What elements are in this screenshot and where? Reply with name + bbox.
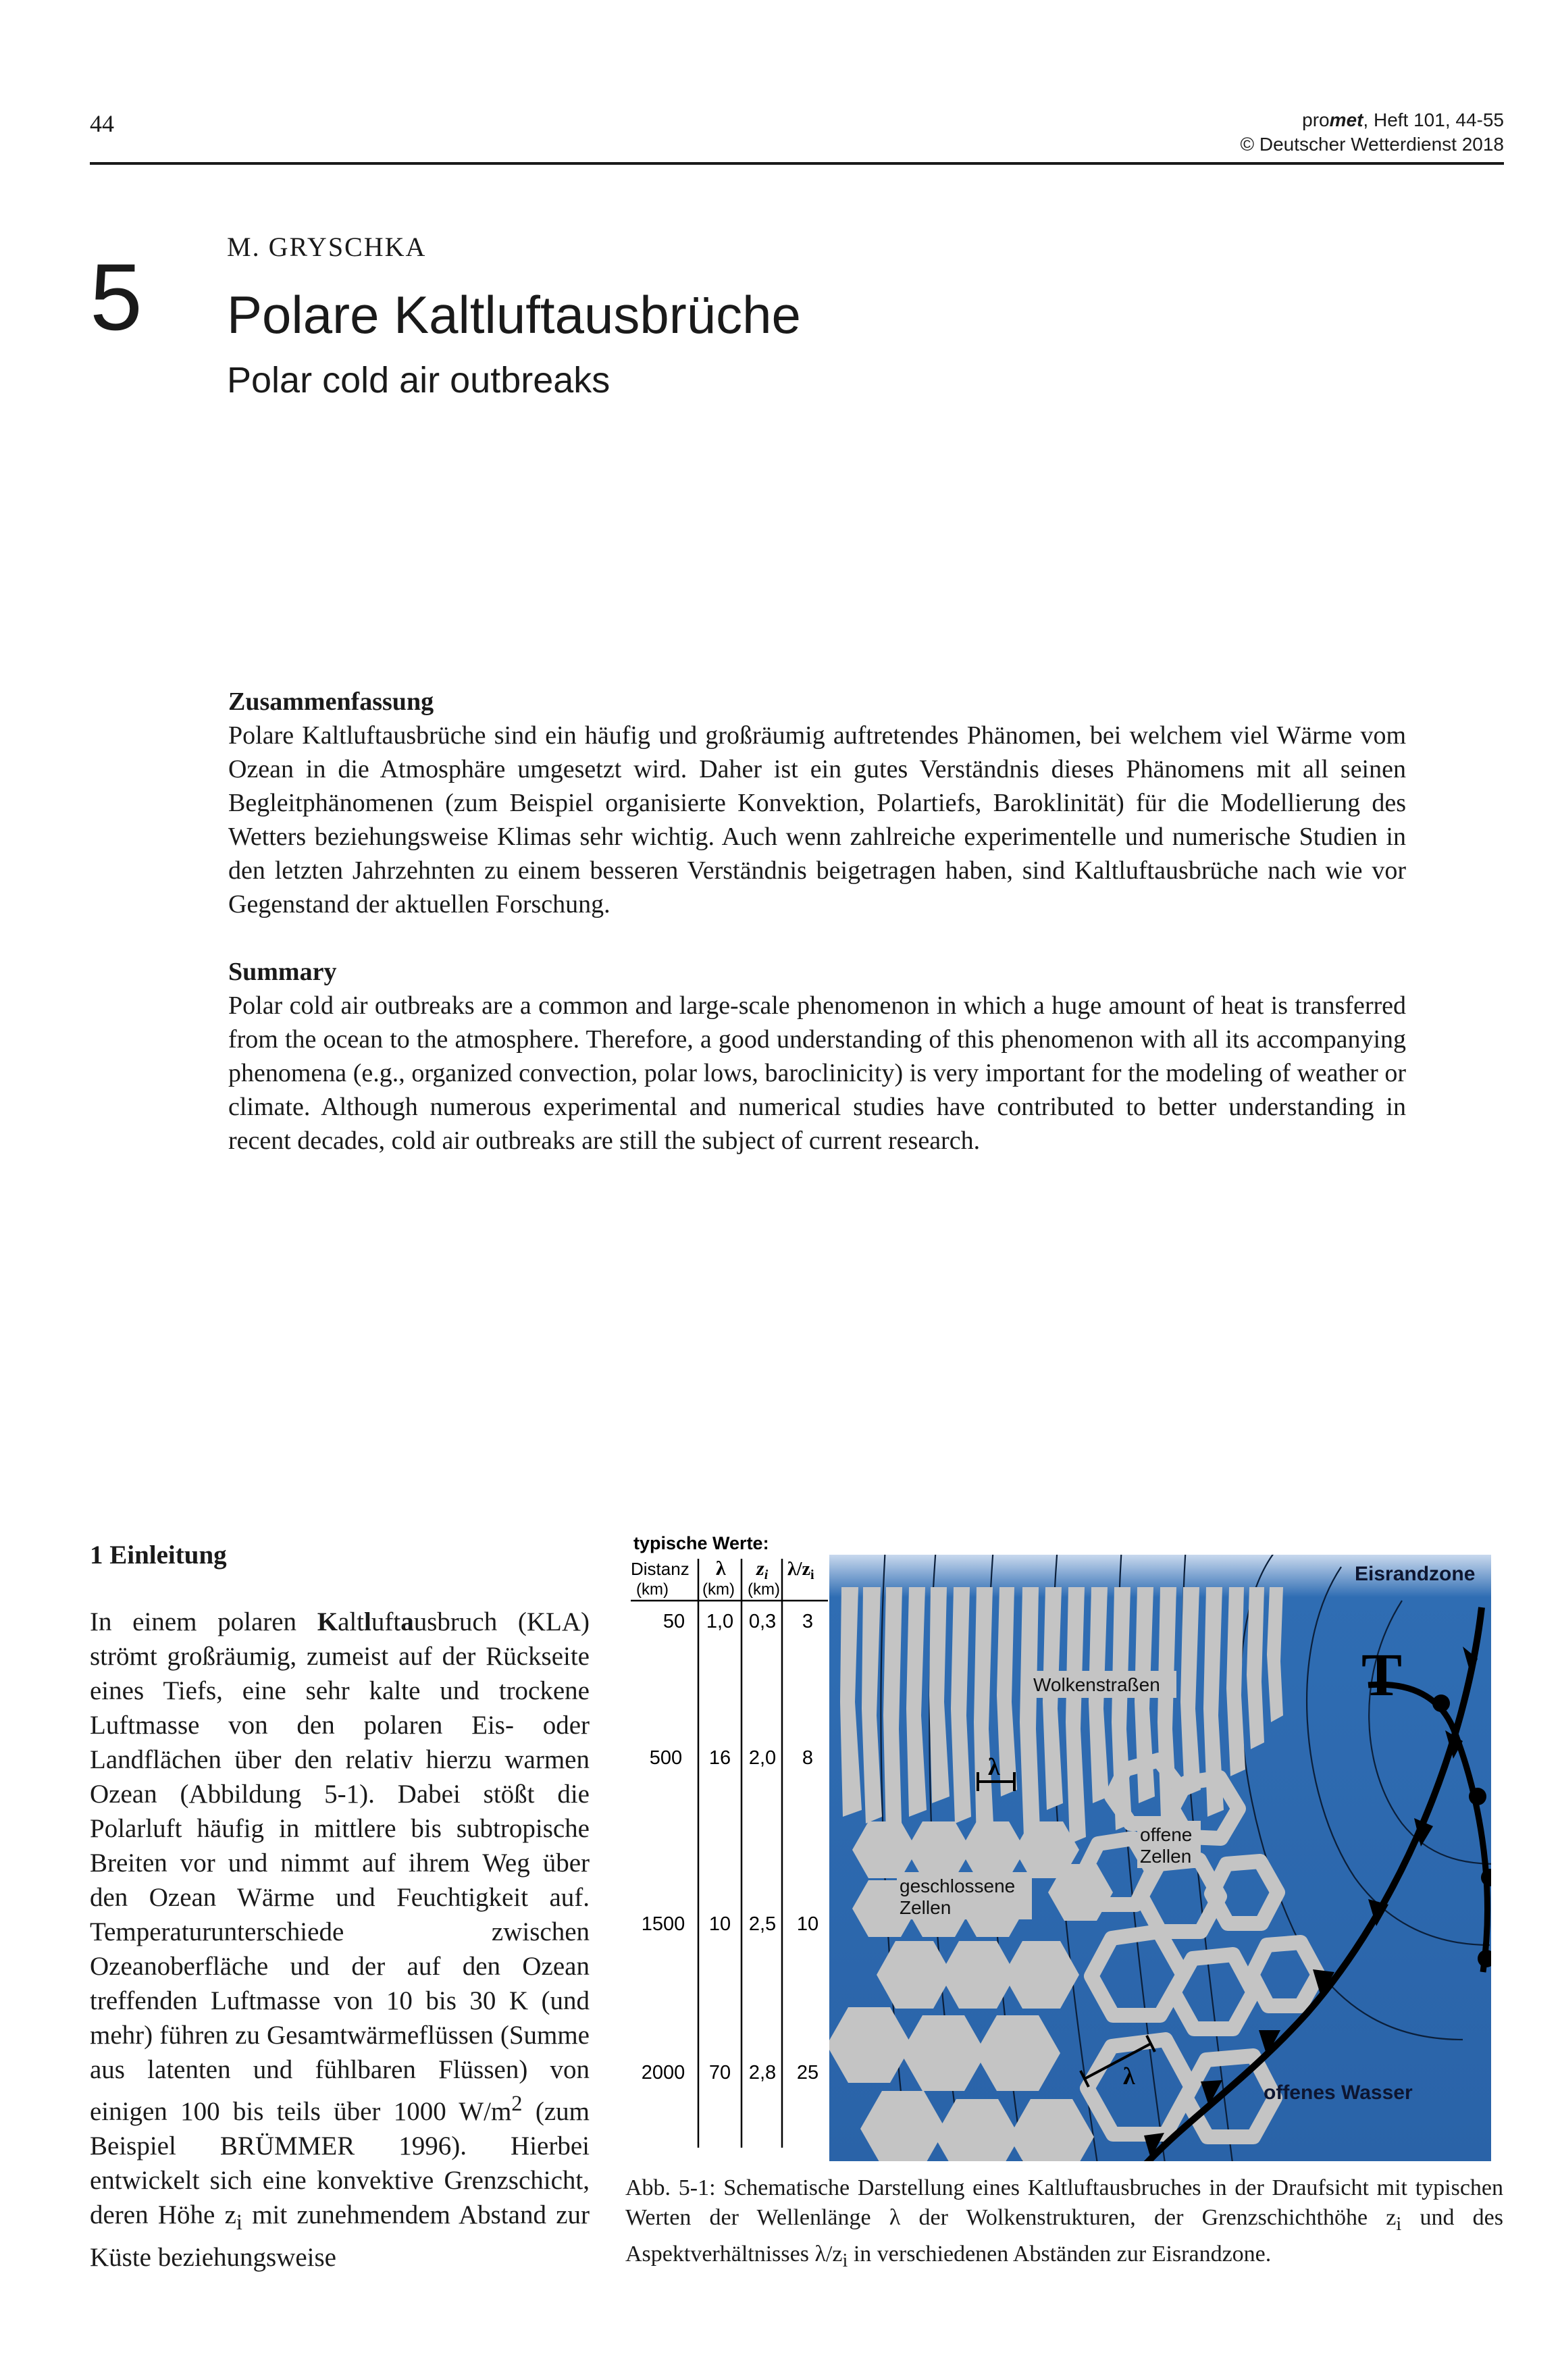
- table-row-ratio: 25: [796, 2062, 819, 2084]
- abstract-english-heading: Summary: [228, 958, 337, 986]
- table-title: typische Werte:: [633, 1533, 769, 1553]
- table-row-ratio: 3: [802, 1611, 814, 1632]
- figure-cold-air-outbreak: [625, 1526, 1503, 2168]
- col-distance-unit: (km): [636, 1580, 669, 1599]
- col-lambda-unit: (km): [702, 1580, 735, 1599]
- label-lambda-cells: λ: [1123, 2063, 1135, 2090]
- abstract-german-heading: Zusammenfassung: [228, 688, 434, 716]
- label-lambda-streets: λ: [988, 1753, 1000, 1780]
- journal-name-emph: met: [1329, 109, 1363, 130]
- table-row-lambda: 1,0: [706, 1611, 734, 1632]
- values-table: [631, 1533, 828, 2148]
- title-german: Polare Kaltluftausbrüche: [227, 285, 801, 344]
- label-cloud-streets: Wolkenstraßen: [1033, 1674, 1160, 1695]
- chapter-number: 5: [90, 244, 142, 350]
- section-heading: 1 Einleitung: [90, 1541, 227, 1570]
- page-number: 44: [90, 110, 114, 137]
- journal-issue: [1240, 108, 1504, 132]
- label-closed-cells-line1: geschlossene: [900, 1875, 1016, 1896]
- table-row-lambda: 70: [708, 2062, 731, 2084]
- journal-issue-text: , Heft 101, 44-55: [1363, 109, 1504, 130]
- col-distance: Distanz: [631, 1559, 690, 1579]
- table-row-zi: 2,5: [748, 1913, 777, 1935]
- table-row-lambda: 16: [708, 1747, 731, 1769]
- table-row-ratio: 8: [802, 1747, 814, 1769]
- col-ratio: $\lambda/z_i$: [787, 1559, 814, 1582]
- table-row-distance: 1500: [641, 1913, 685, 1935]
- label-closed-cells-line2: Zellen: [900, 1897, 952, 1918]
- label-open-water: offenes Wasser: [1264, 2081, 1413, 2104]
- table-row-zi: 2,8: [748, 2062, 777, 2084]
- col-zi: $z_i$: [756, 1557, 769, 1582]
- col-lambda: λ: [716, 1557, 726, 1580]
- table-row-zi: 2,0: [748, 1747, 777, 1769]
- figure-caption: Abb. 5-1: Schematische Darstellung eines Kaltluftausbruches in der Draufsicht mit typischen Werten der Wellenlänge λ der Wolkenstrukturen, der Grenzschichthöhe $z_i$ und des Aspektverhältnisses $\lambda/z_i$ in verschiedenen Abständen zur Eisrandzone.: [625, 2175, 1503, 2271]
- label-low-pressure: T: [1361, 1642, 1403, 1709]
- table-row-distance: 50: [662, 1611, 685, 1632]
- table-row-zi: 0,3: [748, 1611, 777, 1632]
- abstract-english-text: Polar cold air outbreaks are a common and large-scale phenomenon in which a huge amount of heat is transferred from the ocean to the atmosphere. Therefore, a good understanding of this phenomenon with all its accompanying phenomena (e.g., organized convection, polar lows, baroclinicity) is very important for the modeling of weather or climate. Although numerous experimental and numerical studies have contributed to better understanding in recent decades, cold air outbreaks are still the subject of current research.: [228, 991, 1406, 1155]
- label-open-cells-line1: offene: [1140, 1824, 1193, 1845]
- table-row-distance: 2000: [641, 2062, 685, 2084]
- copyright: © Deutscher Wetterdienst 2018: [1240, 134, 1504, 155]
- col-zi-unit: (km): [748, 1580, 780, 1599]
- header-rule: [90, 162, 1504, 165]
- label-ice-edge-zone: Eisrandzone: [1355, 1563, 1476, 1585]
- section-paragraph: In einem polaren Kaltluftausbruch (KLA) strömt großräumig, zumeist auf der Rückseite eines Tiefs, eine sehr kalte und trockene Luftmasse von den polaren Eis- oder Landflächen über den relativ hierzu warmen Ozean (Abbildung 5-1). Dabei stößt die Polarluft häufig in mittlere bis subtropische Breiten vor und nimmt auf ihrem Weg über den Ozean Wärme und Feuchtigkeit auf. Temperaturunterschiede zwischen Ozeanoberfläche und der auf den Ozean treffenden Luftmasse von 10 bis 30 K (und mehr) führen zu Gesamtwärmeflüssen (Summe aus latenten und fühlbaren Flüssen) von einigen 100 bis teils über 1000 $W/m^2$ (zum Beispiel BRÜMMER 1996). Hierbei entwickelt sich eine konvektive Grenzschicht, deren Höhe $z_i$ mit zunehmendem Abstand zur Küste beziehungsweise: [90, 1607, 590, 2272]
- author: M. GRYSCHKA: [227, 232, 427, 262]
- label-open-cells-line2: Zellen: [1140, 1846, 1192, 1867]
- title-english: Polar cold air outbreaks: [227, 360, 610, 400]
- table-row-distance: 500: [649, 1747, 683, 1769]
- abstract-german-text: Polare Kaltluftausbrüche sind ein häufig und großräumig auftretendes Phänomen, bei welchem viel Wärme vom Ozean in die Atmosphäre umgesetzt wird. Daher ist ein gutes Verständnis dieses Phänomens mit all seinen Begleitphänomenen (zum Beispiel organisierte Konvektion, Polartiefs, Baroklinität) für die Modellierung des Wetters beziehungsweise Klimas sehr wichtig. Auch wenn zahlreiche experimentelle und numerische Studien in den letzten Jahrzehnten zu einem besseren Verständnis beigetragen haben, sind Kaltluftausbrüche nach wie vor Gegenstand der aktuellen Forschung.: [228, 721, 1406, 919]
- table-row-lambda: 10: [708, 1913, 731, 1935]
- journal-info: [1240, 108, 1504, 157]
- table-row-ratio: 10: [796, 1913, 819, 1935]
- journal-name-prefix: pro: [1302, 109, 1330, 130]
